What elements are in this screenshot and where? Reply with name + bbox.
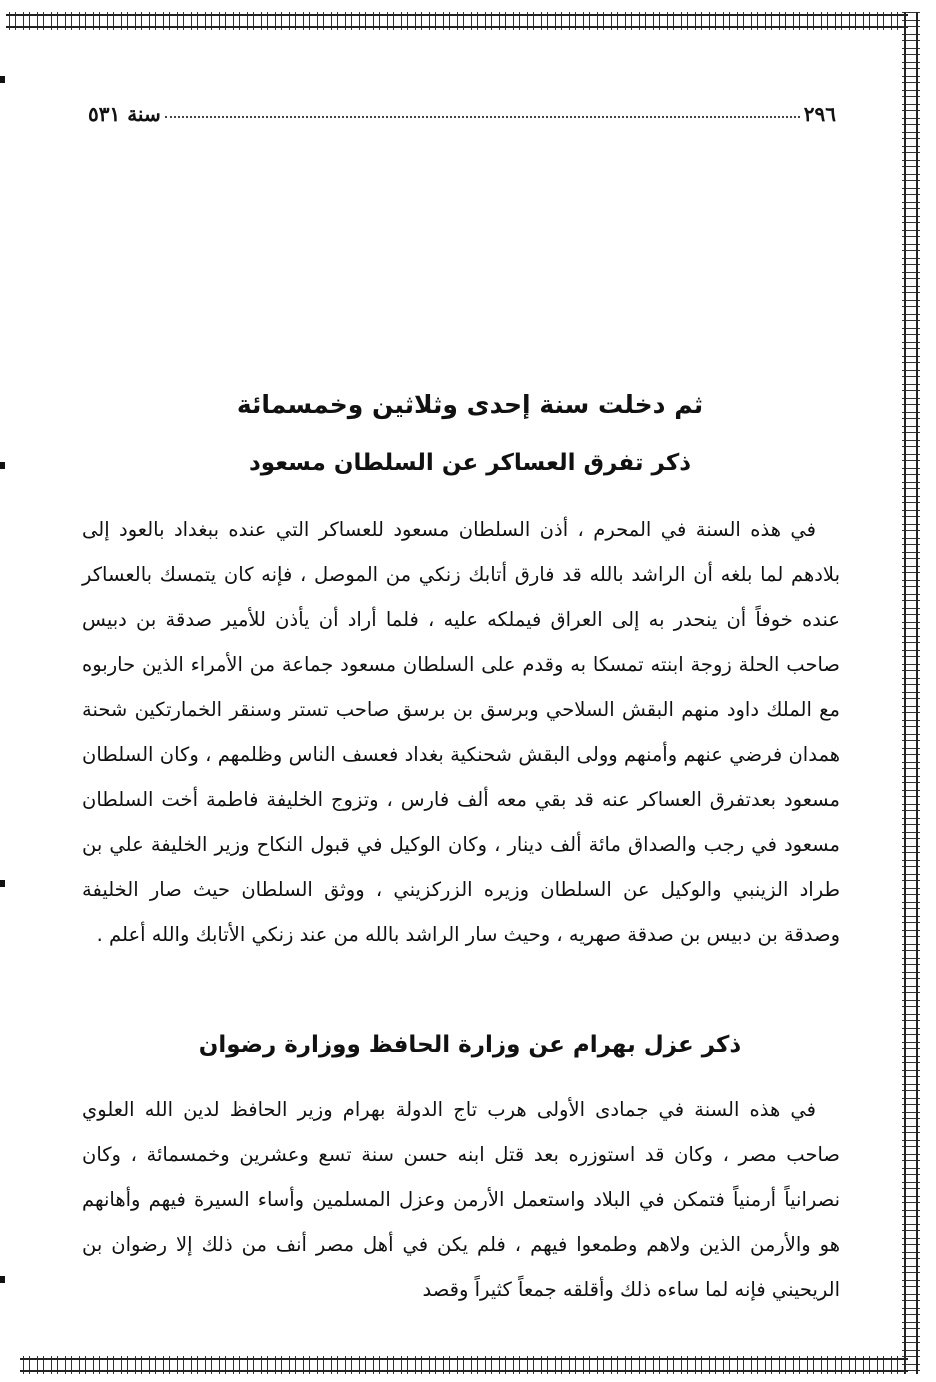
- binding-mark: [0, 76, 5, 83]
- year-heading: ثم دخلت سنة إحدى وثلاثين وخمسمائة: [236, 390, 704, 419]
- page-number: ٢٩٦: [803, 102, 836, 126]
- ornamental-border-bottom: [20, 1356, 908, 1374]
- ornamental-border-right: [902, 12, 920, 1374]
- ornamental-border-top: [6, 12, 908, 30]
- section-paragraph: في هذه السنة في جمادى الأولى هرب تاج الدولة بهرام وزير الحافظ لدين الله العلوي صاحب مصر ، وكان قد استوزره بعد قتل ابنه حسن سنة تسع وعشرين وخمسمائة ، وكان نصرانياً أرمنياً فتمكن في البلاد واستعمل الأرمن وعزل المسلمين وأساء السيرة فيهم وأهانهم هو والأرمن الذين ولاهم وطمعوا فيهم ، فلم يكن في أهل مصر أنف من ذلك إلا رضوان بن الريحيني فإنه لما ساءه ذلك وأقلقه جمعاً كثيراً وقصد: [82, 1098, 840, 1301]
- section-paragraph: في هذه السنة في المحرم ، أذن السلطان مسعود للعساكر التي عنده ببغداد بالعود إلى بلادهم لما بلغه أن الراشد بالله قد فارق أتابك زنكي من الموصل ، فإنه كان يتمسك بالعساكر عنده خوفاً أن ينحدر به إلى العراق فيملكه عليه ، فلما أراد أن يأذن للأمير صدقة بن دبيس صاحب الحلة زوجة ابنته تمسكا به وقدم على السلطان مسعود جماعة من الأمراء الذين حاربوه مع الملك داود منهم البقش السلاحي وبرسق بن برسق صاحب تستر وسنقر الخمارتكين شحنة همدان فرضي عنهم وأمنهم وولى البقش شحنكية بغداد فعسف الناس وظلمهم ، وكان السلطان مسعود بعدتفرق العساكر عنه قد بقي معه ألف فارس ، وتزوج الخليفة فاطمة أخت السلطان مسعود في رجب والصداق مائة ألف دينار ، وكان الوكيل في قبول النكاح وزير الخليفة علي بن طراد الزينبي والوكيل عن السلطان وزيره الزركزيني ، ووثق السلطان حيث صار الخليفة وصدقة بن دبيس بن صدقة صهريه ، وحيث سار الراشد بالله من عند زنكي الأتابك والله أعلم .: [82, 518, 840, 946]
- binding-mark: [0, 1276, 5, 1283]
- binding-mark: [0, 462, 5, 469]
- page-header: [88, 90, 836, 126]
- binding-mark: [0, 880, 5, 887]
- header-dotted-leader: [165, 116, 800, 118]
- section-heading: ذكر تفرق العساكر عن السلطان مسعود: [248, 450, 692, 476]
- running-title: سنة ٥٣١: [88, 102, 161, 126]
- section-heading: ذكر عزل بهرام عن وزارة الحافظ ووزارة رضوان: [198, 1032, 742, 1058]
